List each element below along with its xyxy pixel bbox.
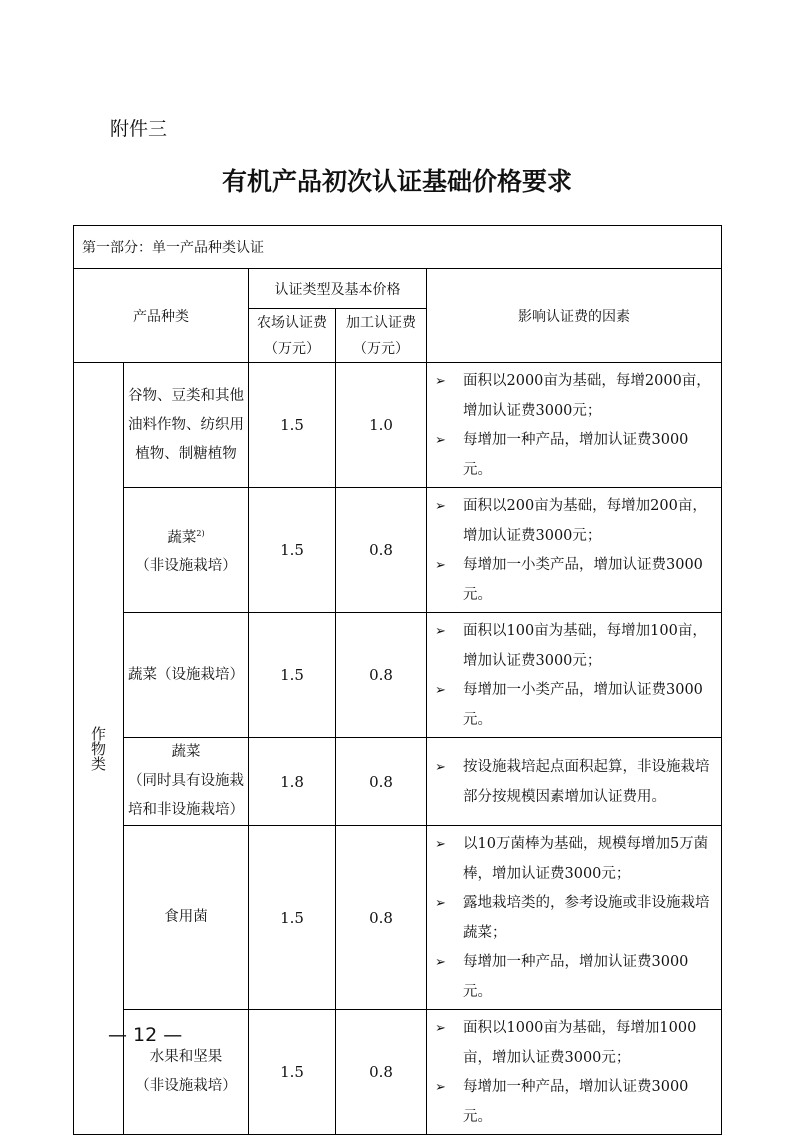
bullet-arrow-icon: ➢ (435, 374, 446, 389)
factor-item (433, 889, 715, 948)
farm-fee-cell: 1.5 (249, 1010, 336, 1135)
factor-text: 每增加一种产品，增加认证费3000元。 (463, 954, 689, 1000)
factors-cell (427, 826, 722, 1010)
process-fee-cell: 0.8 (336, 1010, 427, 1135)
factor-text: 以10万菌棒为基础，规模每增加5万菌棒，增加认证费3000元； (463, 836, 709, 882)
factor-text: 面积以2000亩为基础，每增2000亩，增加认证费3000元； (463, 373, 711, 419)
factor-item (433, 1073, 715, 1132)
document-title: 有机产品初次认证基础价格要求 (221, 167, 572, 196)
process-fee-cell: 1.0 (336, 363, 427, 488)
table-body (74, 363, 722, 1135)
factor-item (433, 1014, 715, 1073)
bullet-arrow-icon: ➢ (435, 433, 446, 448)
product-cell (124, 613, 249, 738)
factor-item (433, 492, 715, 551)
header-process-fee (336, 309, 427, 363)
process-fee-cell: 0.8 (336, 613, 427, 738)
factor-item (433, 426, 715, 485)
product-line: 食用菌 (164, 909, 208, 925)
factor-item (433, 367, 715, 426)
product-line: （同时具有设施栽 (128, 773, 244, 789)
table-row (74, 363, 722, 488)
process-fee-cell: 0.8 (336, 826, 427, 1010)
product-line: 蔬菜 (171, 744, 201, 760)
bullet-arrow-icon: ➢ (435, 683, 446, 698)
factor-item (433, 753, 715, 812)
product-cell (124, 363, 249, 488)
factor-text: 每增加一种产品，增加认证费3000元。 (463, 1079, 689, 1125)
factor-text: 按设施栽培起点面积起算，非设施栽培部分按规模因素增加认证费用。 (463, 759, 710, 805)
product-line: 植物、制糖植物 (135, 445, 237, 462)
factor-text: 面积以1000亩为基础，每增加1000亩，增加认证费3000元； (463, 1020, 697, 1066)
farm-fee-cell: 1.5 (249, 613, 336, 738)
product-line: 谷物、豆类和其他 (128, 387, 244, 404)
farm-fee-cell: 1.8 (249, 738, 336, 826)
header-factors: 影响认证费的因素 (427, 269, 722, 363)
factor-item (433, 617, 715, 676)
bullet-arrow-icon: ➢ (435, 837, 446, 852)
pricing-table (73, 225, 722, 1135)
factor-text: 面积以200亩为基础，每增加200亩，增加认证费3000元； (463, 498, 707, 544)
footnote-marker: 2) (196, 528, 205, 538)
product-line: 蔬菜（设施栽培） (128, 666, 244, 683)
attachment-label: 附件三 (110, 118, 168, 140)
product-line: （非设施栽培） (135, 558, 237, 575)
process-fee-cell: 0.8 (336, 738, 427, 826)
farm-fee-cell: 1.5 (249, 488, 336, 613)
factor-item (433, 830, 715, 889)
bullet-arrow-icon: ➢ (435, 1080, 446, 1095)
bullet-arrow-icon: ➢ (435, 624, 446, 639)
factor-text: 每增加一小类产品，增加认证费3000元。 (463, 682, 703, 728)
header-process-fee-label: 加工认证费 (346, 314, 416, 331)
product-cell (124, 488, 249, 613)
table-row (74, 613, 722, 738)
factor-text: 面积以100亩为基础，每增加100亩，增加认证费3000元； (463, 623, 707, 669)
factor-item (433, 551, 715, 610)
header-farm-fee-unit: （万元） (264, 340, 320, 357)
part-title: 第一部分：单一产品种类认证 (74, 226, 722, 269)
factor-text: 每增加一种产品，增加认证费3000元。 (463, 432, 689, 478)
bullet-arrow-icon: ➢ (435, 499, 446, 514)
product-line: 油料作物、纺织用 (128, 416, 244, 433)
factors-cell (427, 363, 722, 488)
header-process-fee-unit: （万元） (353, 340, 409, 357)
product-line: 培和非设施栽培） (128, 802, 244, 818)
product-cell (124, 826, 249, 1010)
process-fee-cell: 0.8 (336, 488, 427, 613)
factors-cell (427, 488, 722, 613)
factor-text: 露地栽培类的，参考设施或非设施栽培蔬菜； (463, 895, 710, 941)
factor-text: 每增加一小类产品，增加认证费3000元。 (463, 557, 703, 603)
factor-item (433, 676, 715, 735)
header-cert-type: 认证类型及基本价格 (249, 269, 427, 309)
table-row (74, 488, 722, 613)
category-cell: 作物类 (74, 363, 124, 1135)
farm-fee-cell: 1.5 (249, 363, 336, 488)
bullet-arrow-icon: ➢ (435, 1021, 446, 1036)
product-cell (124, 738, 249, 826)
header-product-type: 产品种类 (74, 269, 249, 363)
bullet-arrow-icon: ➢ (435, 760, 446, 775)
bullet-arrow-icon: ➢ (435, 955, 446, 970)
product-line: （非设施栽培） (135, 1078, 237, 1094)
factors-cell (427, 613, 722, 738)
factors-cell (427, 1010, 722, 1135)
factor-item (433, 948, 715, 1007)
header-farm-fee-label: 农场认证费 (257, 314, 327, 331)
page-number: — 12 — (108, 1024, 183, 1046)
product-line: 蔬菜 (167, 529, 197, 546)
factors-cell (427, 738, 722, 826)
table-row (74, 738, 722, 826)
table-row (74, 826, 722, 1010)
header-farm-fee (249, 309, 336, 363)
product-line: 水果和坚果 (149, 1049, 223, 1065)
bullet-arrow-icon: ➢ (435, 558, 446, 573)
farm-fee-cell: 1.5 (249, 826, 336, 1010)
bullet-arrow-icon: ➢ (435, 896, 446, 911)
